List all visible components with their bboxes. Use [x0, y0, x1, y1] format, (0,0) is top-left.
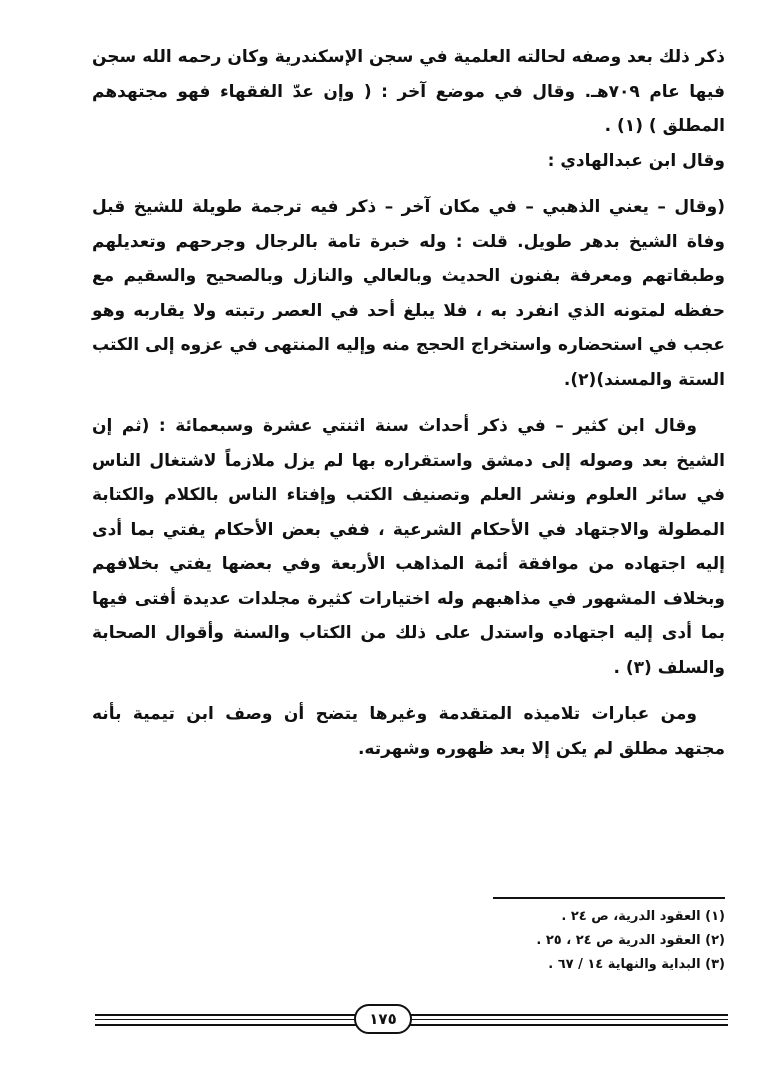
footnotes — [305, 905, 725, 977]
paragraph-1: ذكر ذلك بعد وصفه لحالته العلمية في سجن الإسكندرية وكان رحمه الله سجن فيها عام ٧٠٩هـ. وقال في موضع آخر : ( وإن عدّ الفقهاء فهو مجتهدهم المطلق ) (١) . — [92, 47, 725, 136]
footnote-divider — [493, 897, 725, 899]
footnote-2: (٢) العقود الدرية ص ٢٤ ، ٢٥ . — [536, 933, 725, 948]
page-number: ١٧٥ — [354, 1004, 412, 1034]
paragraph-2: وقال ابن عبدالهادي : — [547, 150, 725, 171]
paragraph-4: وقال ابن كثير – في ذكر أحداث سنة اثنتي عشرة وسبعمائة : (ثم إن الشيخ بعد وصوله إلى دمشق واستقراره بها لم يزل ملازماً لاشتغال الناس في سائر العلوم ونشر العلم وتصنيف الكتب وإفتاء الناس بالكلام والكتابة المطولة والاجتهاد في الأحكام الشرعية ، ففي بعض الأحكام يفتي بما أدى إليه اجتهاده من موافقة أئمة المذاهب الأربعة وفي بعضها يفتي بخلافهم وبخلاف المشهور في مذاهبهم وله اختيارات كثيرة مجلدات عديدة أفتى فيها بما أدى إليه اجتهاده واستدل على ذلك من الكتاب والسنة وأقوال الصحابة والسلف (٣) . — [92, 416, 725, 678]
paragraph-3: (وقال – يعني الذهبي – في مكان آخر – ذكر فيه ترجمة طويلة للشيخ قبل وفاة الشيخ بدهر طويل. قلت : وله خبرة تامة بالرجال وجرحهم وتعديلهم وطبقاتهم ومعرفة بفنون الحديث وبالعالي والنازل وبالصحيح والسقيم مع حفظه لمتونه الذي انفرد به ، فلا يبلغ أحد في العصر رتبته ولا يقاربه وهو عجب في استحضاره واستخراج الحجج منه وإليه المنتهى في عزوه إلى الكتب الستة والمسند)(٢). — [92, 197, 725, 390]
rule-line — [95, 1024, 728, 1026]
main-text — [92, 40, 725, 766]
footnote-3: (٣) البداية والنهاية ١٤ / ٦٧ . — [548, 957, 725, 972]
paragraph-5: ومن عبارات تلاميذه المتقدمة وغيرها يتضح أن وصف ابن تيمية بأنه مجتهد مطلق لم يكن إلا بعد ظهوره وشهرته. — [92, 704, 725, 759]
footnote-1: (١) العقود الدرية، ص ٢٤ . — [561, 909, 725, 924]
